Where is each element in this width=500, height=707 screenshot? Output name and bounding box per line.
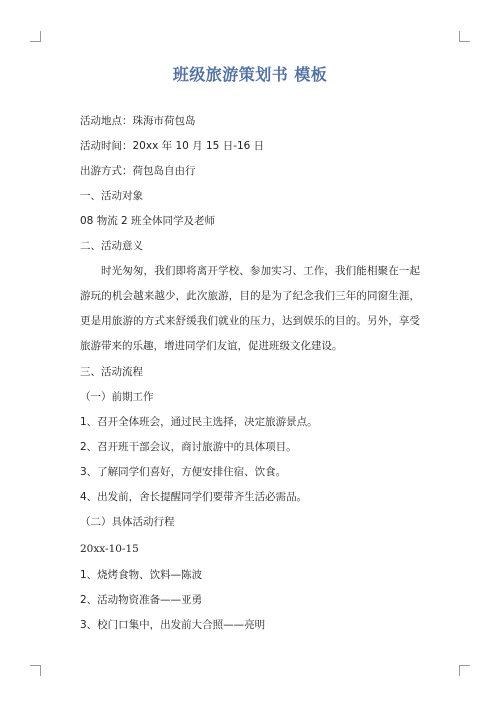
prep-item-2: 2、召开班干部会议，商讨旅游中的具体项目。: [80, 441, 297, 453]
crop-mark-bottom-left: [30, 665, 41, 676]
itinerary-task-2: 2、活动物资准备——亚勇: [80, 594, 203, 606]
activity-time: 活动时间：20xx 年 10 月 15 日-16 日: [80, 140, 265, 152]
subheading-itinerary: （二）具体活动行程: [80, 516, 175, 528]
crop-mark-top-right: [459, 31, 470, 42]
section-heading-process: 三、活动流程: [80, 366, 143, 378]
prep-item-1: 1、召开全体班会，通过民主选择，决定旅游景点。: [80, 416, 318, 428]
section-heading-target: 一、活动对象: [80, 190, 143, 202]
section-heading-significance: 二、活动意义: [80, 240, 143, 252]
prep-item-3: 3、了解同学们喜好，方便安排住宿、饮食。: [80, 466, 287, 478]
travel-mode: 出游方式：荷包岛自由行: [80, 165, 196, 177]
target-text: 08 物流 2 班全体同学及老师: [80, 215, 216, 227]
subheading-preparation: （一）前期工作: [80, 391, 154, 403]
activity-location: 活动地点：珠海市荷包岛: [80, 115, 196, 127]
prep-item-4: 4、出发前，舍长提醒同学们要带齐生活必需品。: [80, 491, 308, 503]
crop-mark-bottom-right: [459, 665, 470, 676]
document-title: 班级旅游策划书 模板: [172, 65, 328, 84]
itinerary-task-1: 1、烧烤食物、饮料—陈波: [80, 569, 203, 581]
significance-paragraph: 时光匆匆，我们即将离开学校、参加实习、工作，我们能相聚在一起游玩的机会越来越少，此次旅游，目的是为了纪念我们三年的同窗生涯，更是用旅游的方式来舒缓我们就业的压力，达到娱乐的目的。另外，享受旅游带来的乐趣，增进同学们友谊，促进班级文化建设。: [80, 265, 420, 352]
itinerary-date: 20xx-10-15: [80, 543, 139, 555]
crop-mark-top-left: [30, 31, 41, 42]
itinerary-task-3: 3、校门口集中，出发前大合照——亮明: [80, 619, 266, 631]
